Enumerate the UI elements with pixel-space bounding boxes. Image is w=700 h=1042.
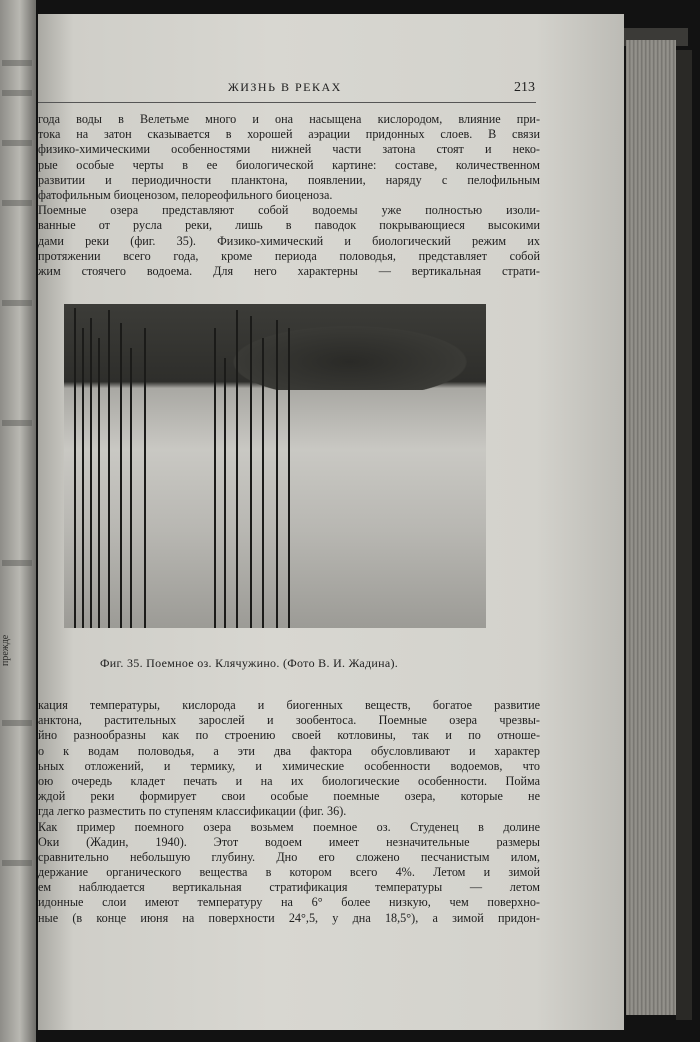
- text-ghost: [2, 720, 32, 726]
- reed: [214, 328, 216, 628]
- text-line: ем наблюдается вертикальная стратификация температуры — летом: [38, 880, 540, 895]
- text-line: Оки (Жадин, 1940). Этот водоем имеет незначительные размеры: [38, 834, 540, 849]
- text-line: идонные слои имеют температуру на 6° более низкую, чем поверхно-: [38, 895, 540, 910]
- figure-caption: Фиг. 35. Поемное оз. Клячужино. (Фото В. И. Жадина).: [100, 656, 399, 670]
- book-page: [38, 14, 624, 1030]
- text-line: ные (в конце июня на поверхности 24°,5, у дна 18,5°), а зимой придон-: [38, 910, 540, 925]
- reed: [276, 320, 278, 628]
- reed: [108, 310, 110, 628]
- running-head: ЖИЗНЬ В РЕКАХ: [228, 80, 342, 94]
- text-ghost: [2, 860, 32, 866]
- reed: [82, 328, 84, 628]
- text-ghost: [2, 420, 32, 426]
- text-line: кация температуры, кислорода и биогенных веществ, богатое развитие: [38, 698, 540, 712]
- bottom-text-block: [38, 698, 540, 926]
- reed: [262, 338, 264, 628]
- top-text-block: [38, 112, 540, 279]
- text-line: анктона, растительных зарослей и зообентоса. Поемные озера чрезвы-: [38, 713, 540, 728]
- page-number: 213: [514, 80, 535, 95]
- text-line: года воды в Велетьме много и она насыщена кислородом, влияние при-: [38, 112, 540, 126]
- text-line: ванные от русла реки, лишь в паводок покрывающиеся высокими: [38, 218, 540, 233]
- page-header: [38, 80, 624, 102]
- reed: [120, 323, 122, 628]
- text-ghost: [2, 300, 32, 306]
- treeline: [214, 320, 486, 390]
- text-line: рые особые черты в ее биологической картине: составе, количественном: [38, 157, 540, 172]
- text-ghost: [2, 60, 32, 66]
- book-cover-back: [676, 50, 692, 1020]
- figure-photo-floodplain-lake: [64, 304, 486, 628]
- left-page-fragment: прежде: [0, 634, 11, 666]
- page-edges: [626, 40, 676, 1015]
- reed: [236, 310, 238, 628]
- text-line: гда легко разместить по ступеням классификации (фиг. 36).: [38, 804, 347, 819]
- text-line: ьных отложений, и термику, и химические особенности водоемов, что: [38, 758, 540, 773]
- reed: [74, 308, 76, 628]
- reed: [144, 328, 146, 628]
- text-line: дами реки (фиг. 35). Физико-химический и биологический режим их: [38, 233, 540, 248]
- text-line: жим стоячего водоема. Для него характерны — вертикальная страти-: [38, 263, 540, 278]
- text-line: развитии и периодичности планктона, появлении, наряду с пелофильным: [38, 172, 540, 187]
- text-line: физико-химическими особенностями нижней части затона стоят и неко-: [38, 142, 540, 157]
- reed: [98, 338, 100, 628]
- text-ghost: [2, 200, 32, 206]
- reed: [224, 358, 226, 628]
- text-line: о к водам половодья, а эти два фактора обусловливают и характер: [38, 743, 540, 758]
- text-line: Поемные озера представляют собой водоемы уже полностью изоли-: [38, 203, 540, 218]
- text-line: йно разнообразны как по строению своей котловины, так и по отноше-: [38, 728, 540, 743]
- header-rule: [38, 102, 536, 103]
- text-line: Как пример поемного озера возьмем поемное оз. Студенец в долине: [38, 819, 540, 834]
- text-line: фатофильным биоценозом, пелореофильного биоценоза.: [38, 187, 333, 202]
- text-ghost: [2, 90, 32, 96]
- text-ghost: [2, 560, 32, 566]
- text-line: протяжении всего года, кроме периода половодья, представляет собой: [38, 248, 540, 263]
- reed: [250, 316, 252, 628]
- text-line: держание органического вещества в котором всего 4%. Летом и зимой: [38, 865, 540, 880]
- text-line: тока на затон сказывается в хорошей аэрации придонных слоев. В связи: [38, 127, 540, 142]
- text-ghost: [2, 140, 32, 146]
- reed: [288, 328, 290, 628]
- left-facing-page: [0, 0, 36, 1042]
- reed: [90, 318, 92, 628]
- text-line: ою очередь кладет печать и на их биологические особенности. Пойма: [38, 773, 540, 788]
- text-line: сравнительно небольшую глубину. Дно его сложено песчанистым илом,: [38, 849, 540, 864]
- text-line: ждой реки формирует свои особые поемные озера, которые не: [38, 789, 540, 804]
- reed: [130, 348, 132, 628]
